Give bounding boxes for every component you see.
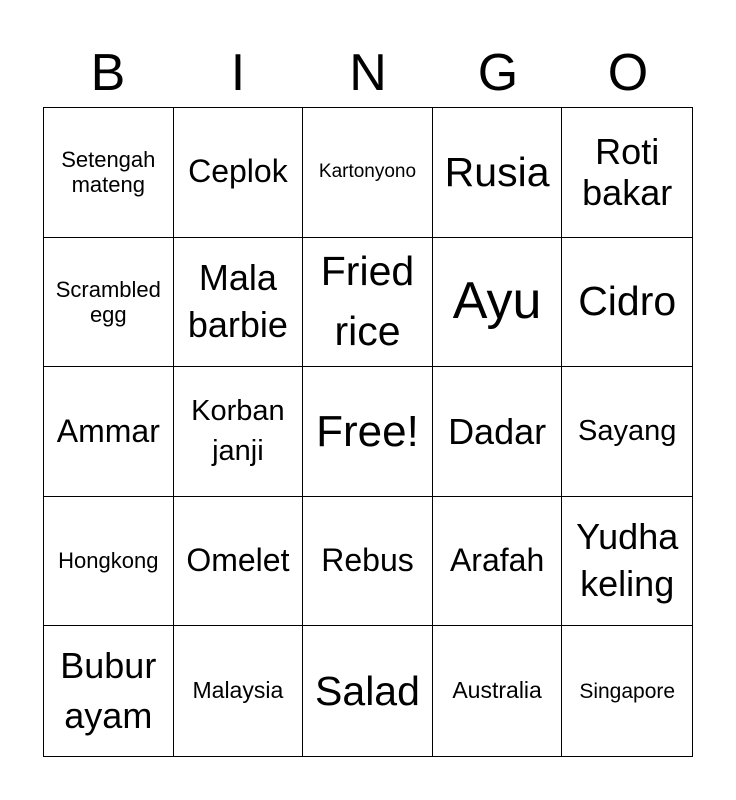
cell-text: Sayang (578, 415, 677, 448)
cell-text: Setengah mateng (61, 147, 156, 198)
bingo-cell-r3c1[interactable] (44, 367, 174, 497)
bingo-cell-r4c3[interactable] (303, 497, 433, 627)
bingo-header (43, 40, 693, 106)
bingo-cell-r1c2[interactable] (174, 108, 304, 238)
bingo-cell-r5c2[interactable] (174, 626, 304, 756)
bingo-cell-r2c4[interactable] (433, 238, 563, 368)
header-letter-n: N (349, 44, 387, 102)
header-letter-i: I (230, 44, 246, 102)
bingo-cell-r2c2[interactable] (174, 238, 304, 368)
cell-text: Singapore (579, 679, 676, 703)
cell-text: Free! (316, 406, 419, 456)
bingo-cell-r5c5[interactable] (562, 626, 692, 756)
bingo-cell-r5c1[interactable] (44, 626, 174, 756)
cell-text: Dadar (448, 410, 547, 452)
bingo-cell-r4c5[interactable] (562, 497, 692, 627)
cell-text: Omelet (186, 542, 290, 579)
bingo-cell-r2c1[interactable] (44, 238, 174, 368)
bingo-cell-r3c5[interactable] (562, 367, 692, 497)
bingo-cell-r4c2[interactable] (174, 497, 304, 627)
cell-text: Rebus (321, 542, 414, 579)
cell-text: Roti bakar (582, 130, 673, 214)
cell-text: Mala barbie (187, 257, 288, 345)
header-letter-g: G (477, 44, 519, 102)
bingo-cell-r1c1[interactable] (44, 108, 174, 238)
cell-text: Arafah (449, 542, 545, 579)
header-letter-o: O (607, 44, 649, 102)
bingo-board (43, 107, 693, 757)
cell-text: Hongkong (58, 547, 159, 573)
cell-text: Malaysia (192, 677, 284, 704)
cell-text: Australia (452, 677, 542, 704)
cell-text: Fried rice (320, 248, 415, 354)
bingo-cell-r4c1[interactable] (44, 497, 174, 627)
bingo-cell-r2c3[interactable] (303, 238, 433, 368)
bingo-cell-r3c4[interactable] (433, 367, 563, 497)
bingo-cell-r2c5[interactable] (562, 238, 692, 368)
cell-text: Cidro (578, 278, 677, 325)
cell-text: Scrambled egg (55, 276, 161, 327)
bingo-cell-r3c3[interactable] (303, 367, 433, 497)
cell-text: Ammar (56, 412, 160, 449)
bingo-cell-r5c3[interactable] (303, 626, 433, 756)
cell-text: Bubur ayam (60, 644, 157, 737)
cell-text: Ayu (452, 272, 542, 331)
bingo-cell-r1c4[interactable] (433, 108, 563, 238)
cell-text: Kartonyono (318, 161, 417, 183)
bingo-cell-r1c5[interactable] (562, 108, 692, 238)
bingo-cell-r1c3[interactable] (303, 108, 433, 238)
bingo-cell-r4c4[interactable] (433, 497, 563, 627)
cell-text: Ceplok (188, 153, 288, 190)
bingo-cell-r3c2[interactable] (174, 367, 304, 497)
header-letter-b: B (90, 44, 126, 102)
bingo-cell-r5c4[interactable] (433, 626, 563, 756)
cell-text: Korban janji (191, 394, 285, 468)
cell-text: Yudha keling (576, 516, 679, 605)
cell-text: Salad (315, 667, 420, 714)
cell-text: Rusia (444, 148, 550, 195)
